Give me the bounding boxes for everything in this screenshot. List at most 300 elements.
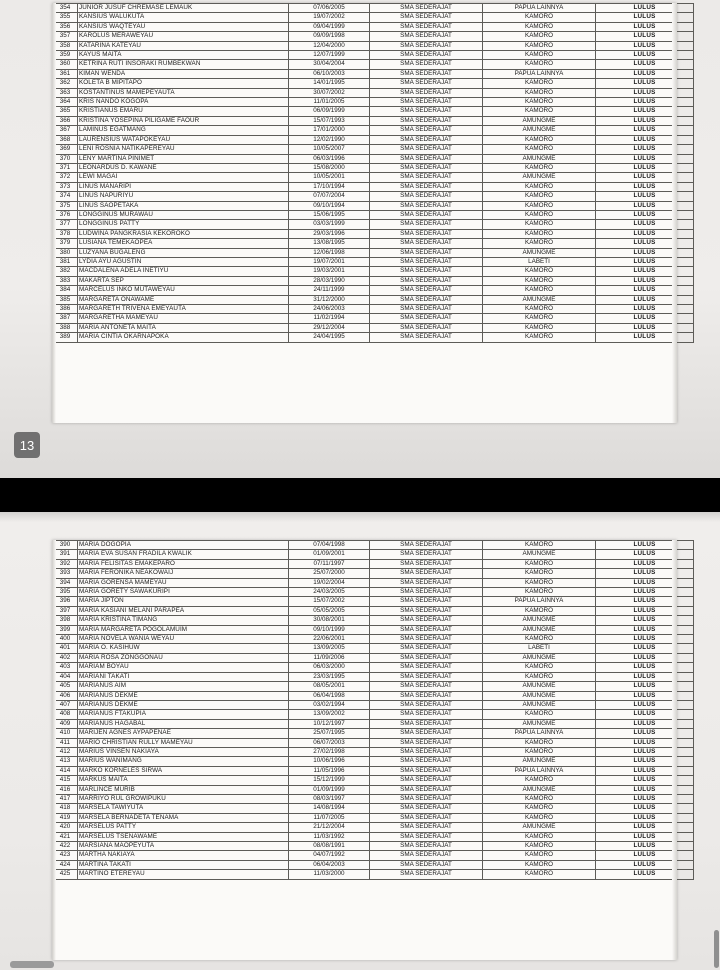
row-region: AMUNGME	[483, 616, 596, 625]
row-name: MARKO KORNELES SIRWA	[78, 766, 289, 775]
row-status: LULUS	[596, 257, 694, 266]
table-row	[53, 239, 694, 248]
row-region: KAMORO	[483, 145, 596, 154]
row-status: LULUS	[596, 135, 694, 144]
row-number: 381	[53, 257, 78, 266]
row-status: LULUS	[596, 220, 694, 229]
row-region: KAMORO	[483, 323, 596, 332]
table-row	[53, 267, 694, 276]
table-row	[53, 210, 694, 219]
row-status: LULUS	[596, 569, 694, 578]
row-birthdate: 09/10/1994	[289, 201, 370, 210]
row-name: MAKARTA SEP	[78, 276, 289, 285]
row-status: LULUS	[596, 644, 694, 653]
row-school-level: SMA SEDERAJAT	[370, 126, 483, 135]
row-birthdate: 08/05/2001	[289, 682, 370, 691]
table-row	[53, 682, 694, 691]
row-name: LINUS SAOPETAKA	[78, 201, 289, 210]
row-status: LULUS	[596, 286, 694, 295]
row-birthdate: 19/07/2001	[289, 257, 370, 266]
row-name: KANSIUS WAQTEYAU	[78, 22, 289, 31]
row-number: 395	[53, 588, 78, 597]
row-name: LAMINUS EGATMANG	[78, 126, 289, 135]
table-row	[53, 635, 694, 644]
row-name: KIMAN WENDA	[78, 69, 289, 78]
row-status: LULUS	[596, 813, 694, 822]
row-name: MARCELUS INKO MUTAWEYAU	[78, 286, 289, 295]
row-name: MARIA KASIANI MELANI PARAPEA	[78, 606, 289, 615]
row-region: KAMORO	[483, 663, 596, 672]
row-birthdate: 15/08/2000	[289, 163, 370, 172]
row-birthdate: 01/09/2001	[289, 550, 370, 559]
row-number: 392	[53, 559, 78, 568]
row-status: LULUS	[596, 804, 694, 813]
row-status: LULUS	[596, 785, 694, 794]
row-region: KAMORO	[483, 163, 596, 172]
row-number: 423	[53, 851, 78, 860]
row-status: LULUS	[596, 98, 694, 107]
row-name: LINUS NAPURIYU	[78, 192, 289, 201]
row-status: LULUS	[596, 559, 694, 568]
row-school-level: SMA SEDERAJAT	[370, 163, 483, 172]
row-number: 407	[53, 700, 78, 709]
row-name: MARIAM BOYAU	[78, 663, 289, 672]
row-birthdate: 06/03/2000	[289, 663, 370, 672]
document-page-14[interactable]	[0, 512, 720, 970]
row-birthdate: 11/05/1996	[289, 766, 370, 775]
row-number: 383	[53, 276, 78, 285]
row-birthdate: 14/08/1994	[289, 804, 370, 813]
row-school-level: SMA SEDERAJAT	[370, 851, 483, 860]
sheet-edge-left	[52, 540, 56, 960]
row-region: KAMORO	[483, 569, 596, 578]
row-region: KAMORO	[483, 851, 596, 860]
row-region: KAMORO	[483, 794, 596, 803]
row-birthdate: 12/02/1990	[289, 135, 370, 144]
row-birthdate: 30/08/2001	[289, 616, 370, 625]
row-name: MARIA O. KASIHUW	[78, 644, 289, 653]
table-row	[53, 663, 694, 672]
row-region: AMUNGME	[483, 823, 596, 832]
row-birthdate: 06/03/1996	[289, 154, 370, 163]
row-school-level: SMA SEDERAJAT	[370, 691, 483, 700]
row-birthdate: 11/01/2005	[289, 98, 370, 107]
table-row	[53, 625, 694, 634]
row-status: LULUS	[596, 700, 694, 709]
row-number: 369	[53, 145, 78, 154]
table-row	[53, 776, 694, 785]
row-school-level: SMA SEDERAJAT	[370, 295, 483, 304]
row-region: KAMORO	[483, 738, 596, 747]
table-row	[53, 305, 694, 314]
row-number: 398	[53, 616, 78, 625]
scanned-sheet-13	[52, 3, 677, 423]
row-region: KAMORO	[483, 13, 596, 22]
table-row	[53, 794, 694, 803]
row-name: LEONARDUS D. KAWANE	[78, 163, 289, 172]
table-row	[53, 597, 694, 606]
row-school-level: SMA SEDERAJAT	[370, 98, 483, 107]
row-school-level: SMA SEDERAJAT	[370, 257, 483, 266]
row-region: PAPUA LAINNYA	[483, 69, 596, 78]
row-school-level: SMA SEDERAJAT	[370, 860, 483, 869]
row-school-level: SMA SEDERAJAT	[370, 766, 483, 775]
row-status: LULUS	[596, 333, 694, 342]
row-status: LULUS	[596, 597, 694, 606]
row-birthdate: 11/07/2005	[289, 813, 370, 822]
row-school-level: SMA SEDERAJAT	[370, 794, 483, 803]
vertical-scrollbar-thumb[interactable]	[714, 930, 719, 968]
row-number: 403	[53, 663, 78, 672]
row-region: KAMORO	[483, 229, 596, 238]
row-number: 370	[53, 154, 78, 163]
row-number: 356	[53, 22, 78, 31]
table-row	[53, 79, 694, 88]
row-name: LEWI MAGAI	[78, 173, 289, 182]
row-birthdate: 14/01/1995	[289, 79, 370, 88]
row-name: LUSIANA TEMEKAOPEA	[78, 239, 289, 248]
row-region: AMUNGME	[483, 126, 596, 135]
row-number: 396	[53, 597, 78, 606]
table-row	[53, 220, 694, 229]
row-status: LULUS	[596, 154, 694, 163]
row-region: AMUNGME	[483, 116, 596, 125]
row-school-level: SMA SEDERAJAT	[370, 588, 483, 597]
row-name: MARIUS VINSEN NAKIAYA	[78, 747, 289, 756]
row-birthdate: 07/04/1998	[289, 541, 370, 550]
row-name: MARGARETHA MAMEYAU	[78, 314, 289, 323]
row-school-level: SMA SEDERAJAT	[370, 757, 483, 766]
row-number: 422	[53, 842, 78, 851]
row-birthdate: 03/03/1999	[289, 220, 370, 229]
table-row	[53, 333, 694, 342]
row-school-level: SMA SEDERAJAT	[370, 663, 483, 672]
row-school-level: SMA SEDERAJAT	[370, 569, 483, 578]
sheet-edge-right	[672, 540, 677, 960]
row-birthdate: 24/11/1999	[289, 286, 370, 295]
table-row	[53, 323, 694, 332]
table-row	[53, 785, 694, 794]
row-region: KAMORO	[483, 201, 596, 210]
row-number: 420	[53, 823, 78, 832]
row-number: 399	[53, 625, 78, 634]
table-row	[53, 154, 694, 163]
row-school-level: SMA SEDERAJAT	[370, 785, 483, 794]
table-row	[53, 738, 694, 747]
row-number: 417	[53, 794, 78, 803]
row-school-level: SMA SEDERAJAT	[370, 653, 483, 662]
row-status: LULUS	[596, 88, 694, 97]
row-status: LULUS	[596, 201, 694, 210]
table-row	[53, 182, 694, 191]
row-school-level: SMA SEDERAJAT	[370, 700, 483, 709]
row-region: KAMORO	[483, 710, 596, 719]
table-row	[53, 823, 694, 832]
row-name: MARIANUS HAGABAL	[78, 719, 289, 728]
row-birthdate: 06/10/2003	[289, 69, 370, 78]
row-region: KAMORO	[483, 813, 596, 822]
table-row	[53, 116, 694, 125]
row-region: KAMORO	[483, 305, 596, 314]
row-school-level: SMA SEDERAJAT	[370, 154, 483, 163]
row-number: 414	[53, 766, 78, 775]
row-number: 400	[53, 635, 78, 644]
row-school-level: SMA SEDERAJAT	[370, 116, 483, 125]
row-school-level: SMA SEDERAJAT	[370, 135, 483, 144]
row-region: KAMORO	[483, 286, 596, 295]
row-name: MARIA NOVELA WANIA WEYAU	[78, 635, 289, 644]
row-status: LULUS	[596, 541, 694, 550]
row-birthdate: 07/11/1997	[289, 559, 370, 568]
row-birthdate: 09/09/1998	[289, 32, 370, 41]
row-name: MARSELUS TSENAWAME	[78, 832, 289, 841]
row-name: KAROLUS MERAWEYAU	[78, 32, 289, 41]
row-status: LULUS	[596, 239, 694, 248]
row-name: KETRINA RUTI INSORAKI RUMBEKWAN	[78, 60, 289, 69]
row-number: 394	[53, 578, 78, 587]
row-school-level: SMA SEDERAJAT	[370, 88, 483, 97]
table-row	[53, 98, 694, 107]
row-region: KAMORO	[483, 747, 596, 756]
row-number: 390	[53, 541, 78, 550]
row-number: 371	[53, 163, 78, 172]
row-birthdate: 06/04/2003	[289, 860, 370, 869]
row-school-level: SMA SEDERAJAT	[370, 305, 483, 314]
row-school-level: SMA SEDERAJAT	[370, 682, 483, 691]
row-status: LULUS	[596, 32, 694, 41]
row-birthdate: 10/05/2001	[289, 173, 370, 182]
row-birthdate: 23/03/1995	[289, 672, 370, 681]
document-page-13[interactable]	[0, 0, 720, 478]
row-region: KAMORO	[483, 220, 596, 229]
row-status: LULUS	[596, 295, 694, 304]
row-name: KATARINA KATEYAU	[78, 41, 289, 50]
row-region: KAMORO	[483, 314, 596, 323]
table-row	[53, 276, 694, 285]
row-name: MARRIYO RUL GROWIPUKU	[78, 794, 289, 803]
row-name: MARSELA TAWIYUTA	[78, 804, 289, 813]
row-status: LULUS	[596, 842, 694, 851]
row-name: LUZYANA BUGALENG	[78, 248, 289, 257]
row-status: LULUS	[596, 276, 694, 285]
row-region: AMUNGME	[483, 295, 596, 304]
row-number: 408	[53, 710, 78, 719]
row-name: KOLETA B MIPITAPO	[78, 79, 289, 88]
row-number: 362	[53, 79, 78, 88]
row-school-level: SMA SEDERAJAT	[370, 22, 483, 31]
row-status: LULUS	[596, 672, 694, 681]
row-number: 384	[53, 286, 78, 295]
row-birthdate: 13/08/1995	[289, 239, 370, 248]
row-name: MARIANUS AIM	[78, 682, 289, 691]
table-body-14	[53, 541, 694, 880]
row-number: 389	[53, 333, 78, 342]
row-name: MARSELA BERNADETA TENAMA	[78, 813, 289, 822]
table-row	[53, 870, 694, 879]
row-school-level: SMA SEDERAJAT	[370, 333, 483, 342]
table-row	[53, 126, 694, 135]
row-school-level: SMA SEDERAJAT	[370, 32, 483, 41]
row-birthdate: 24/04/1995	[289, 333, 370, 342]
row-status: LULUS	[596, 145, 694, 154]
table-row	[53, 813, 694, 822]
row-school-level: SMA SEDERAJAT	[370, 79, 483, 88]
table-row	[53, 286, 694, 295]
row-status: LULUS	[596, 794, 694, 803]
row-region: AMUNGME	[483, 691, 596, 700]
row-birthdate: 07/06/2005	[289, 4, 370, 13]
row-region: KAMORO	[483, 192, 596, 201]
row-number: 406	[53, 691, 78, 700]
row-school-level: SMA SEDERAJAT	[370, 606, 483, 615]
row-region: KAMORO	[483, 541, 596, 550]
row-name: MARGARETH TRIVENA EMEYAUTA	[78, 305, 289, 314]
row-status: LULUS	[596, 323, 694, 332]
table-row	[53, 295, 694, 304]
table-row	[53, 135, 694, 144]
row-number: 382	[53, 267, 78, 276]
row-birthdate: 15/07/2002	[289, 597, 370, 606]
row-status: LULUS	[596, 757, 694, 766]
row-region: KAMORO	[483, 60, 596, 69]
row-number: 358	[53, 41, 78, 50]
row-birthdate: 15/12/1999	[289, 776, 370, 785]
row-birthdate: 01/09/1999	[289, 785, 370, 794]
row-birthdate: 07/07/2004	[289, 192, 370, 201]
row-birthdate: 29/03/1996	[289, 229, 370, 238]
row-number: 415	[53, 776, 78, 785]
row-name: LUDWINA PANGKRASIA KEKOROKO	[78, 229, 289, 238]
row-number: 391	[53, 550, 78, 559]
table-row	[53, 757, 694, 766]
row-school-level: SMA SEDERAJAT	[370, 314, 483, 323]
row-status: LULUS	[596, 663, 694, 672]
table-row	[53, 588, 694, 597]
row-name: LONGGINUS MURAWAU	[78, 210, 289, 219]
row-number: 367	[53, 126, 78, 135]
row-birthdate: 30/04/2004	[289, 60, 370, 69]
row-status: LULUS	[596, 691, 694, 700]
row-number: 418	[53, 804, 78, 813]
row-birthdate: 17/01/2000	[289, 126, 370, 135]
row-name: KANSIUS WALUKUTA	[78, 13, 289, 22]
row-number: 425	[53, 870, 78, 879]
row-school-level: SMA SEDERAJAT	[370, 776, 483, 785]
row-region: KAMORO	[483, 606, 596, 615]
table-row	[53, 700, 694, 709]
row-region: PAPUA LAINNYA	[483, 729, 596, 738]
row-region: KAMORO	[483, 41, 596, 50]
row-school-level: SMA SEDERAJAT	[370, 229, 483, 238]
row-number: 413	[53, 757, 78, 766]
row-birthdate: 15/06/1995	[289, 210, 370, 219]
row-region: PAPUA LAINNYA	[483, 597, 596, 606]
row-number: 419	[53, 813, 78, 822]
row-birthdate: 08/03/1997	[289, 794, 370, 803]
row-number: 424	[53, 860, 78, 869]
row-status: LULUS	[596, 550, 694, 559]
row-number: 393	[53, 569, 78, 578]
row-region: LABETI	[483, 257, 596, 266]
table-row	[53, 842, 694, 851]
table-row	[53, 578, 694, 587]
row-name: LINUS MANARIPI	[78, 182, 289, 191]
row-status: LULUS	[596, 616, 694, 625]
graduates-table-14	[52, 540, 694, 880]
table-body-13	[53, 4, 694, 343]
row-status: LULUS	[596, 625, 694, 634]
page-number-badge: 13	[14, 432, 40, 458]
row-region: KAMORO	[483, 107, 596, 116]
row-birthdate: 24/06/2003	[289, 305, 370, 314]
row-status: LULUS	[596, 41, 694, 50]
table-row	[53, 541, 694, 550]
row-school-level: SMA SEDERAJAT	[370, 220, 483, 229]
row-status: LULUS	[596, 4, 694, 13]
table-row	[53, 616, 694, 625]
row-birthdate: 28/03/1990	[289, 276, 370, 285]
row-status: LULUS	[596, 710, 694, 719]
row-birthdate: 29/12/2004	[289, 323, 370, 332]
table-row	[53, 51, 694, 60]
row-name: MARIA EVA SUSAN FRADILA KWALIK	[78, 550, 289, 559]
row-number: 376	[53, 210, 78, 219]
row-school-level: SMA SEDERAJAT	[370, 738, 483, 747]
sheet-edge-left	[52, 3, 56, 423]
row-region: KAMORO	[483, 672, 596, 681]
row-status: LULUS	[596, 116, 694, 125]
row-name: MARKUS MAITA	[78, 776, 289, 785]
table-row	[53, 747, 694, 756]
table-row	[53, 69, 694, 78]
row-region: KAMORO	[483, 842, 596, 851]
row-region: KAMORO	[483, 804, 596, 813]
row-name: LONGGINUS PATTY	[78, 220, 289, 229]
row-status: LULUS	[596, 192, 694, 201]
row-status: LULUS	[596, 13, 694, 22]
row-region: AMUNGME	[483, 550, 596, 559]
table-row	[53, 4, 694, 13]
row-region: AMUNGME	[483, 248, 596, 257]
row-number: 397	[53, 606, 78, 615]
row-status: LULUS	[596, 682, 694, 691]
row-birthdate: 11/09/2006	[289, 653, 370, 662]
row-name: MARTINO ETEREYAU	[78, 870, 289, 879]
row-name: MARIANUS FTAKUPIA	[78, 710, 289, 719]
table-row	[53, 851, 694, 860]
row-birthdate: 10/12/1997	[289, 719, 370, 728]
row-name: MARIA FERONIKA NEAKOWAIJ	[78, 569, 289, 578]
row-region: KAMORO	[483, 832, 596, 841]
row-school-level: SMA SEDERAJAT	[370, 644, 483, 653]
row-number: 355	[53, 13, 78, 22]
table-row	[53, 32, 694, 41]
row-region: KAMORO	[483, 182, 596, 191]
page-top-shadow	[0, 512, 720, 522]
table-row	[53, 248, 694, 257]
horizontal-scrollbar-thumb[interactable]	[10, 961, 54, 968]
row-name: MARSELUS PATTY	[78, 823, 289, 832]
row-birthdate: 21/12/2004	[289, 823, 370, 832]
row-status: LULUS	[596, 588, 694, 597]
row-number: 379	[53, 239, 78, 248]
row-name: MARIA ANTONETA MAITA	[78, 323, 289, 332]
row-number: 365	[53, 107, 78, 116]
row-school-level: SMA SEDERAJAT	[370, 842, 483, 851]
row-status: LULUS	[596, 69, 694, 78]
table-row	[53, 201, 694, 210]
row-birthdate: 06/04/1998	[289, 691, 370, 700]
